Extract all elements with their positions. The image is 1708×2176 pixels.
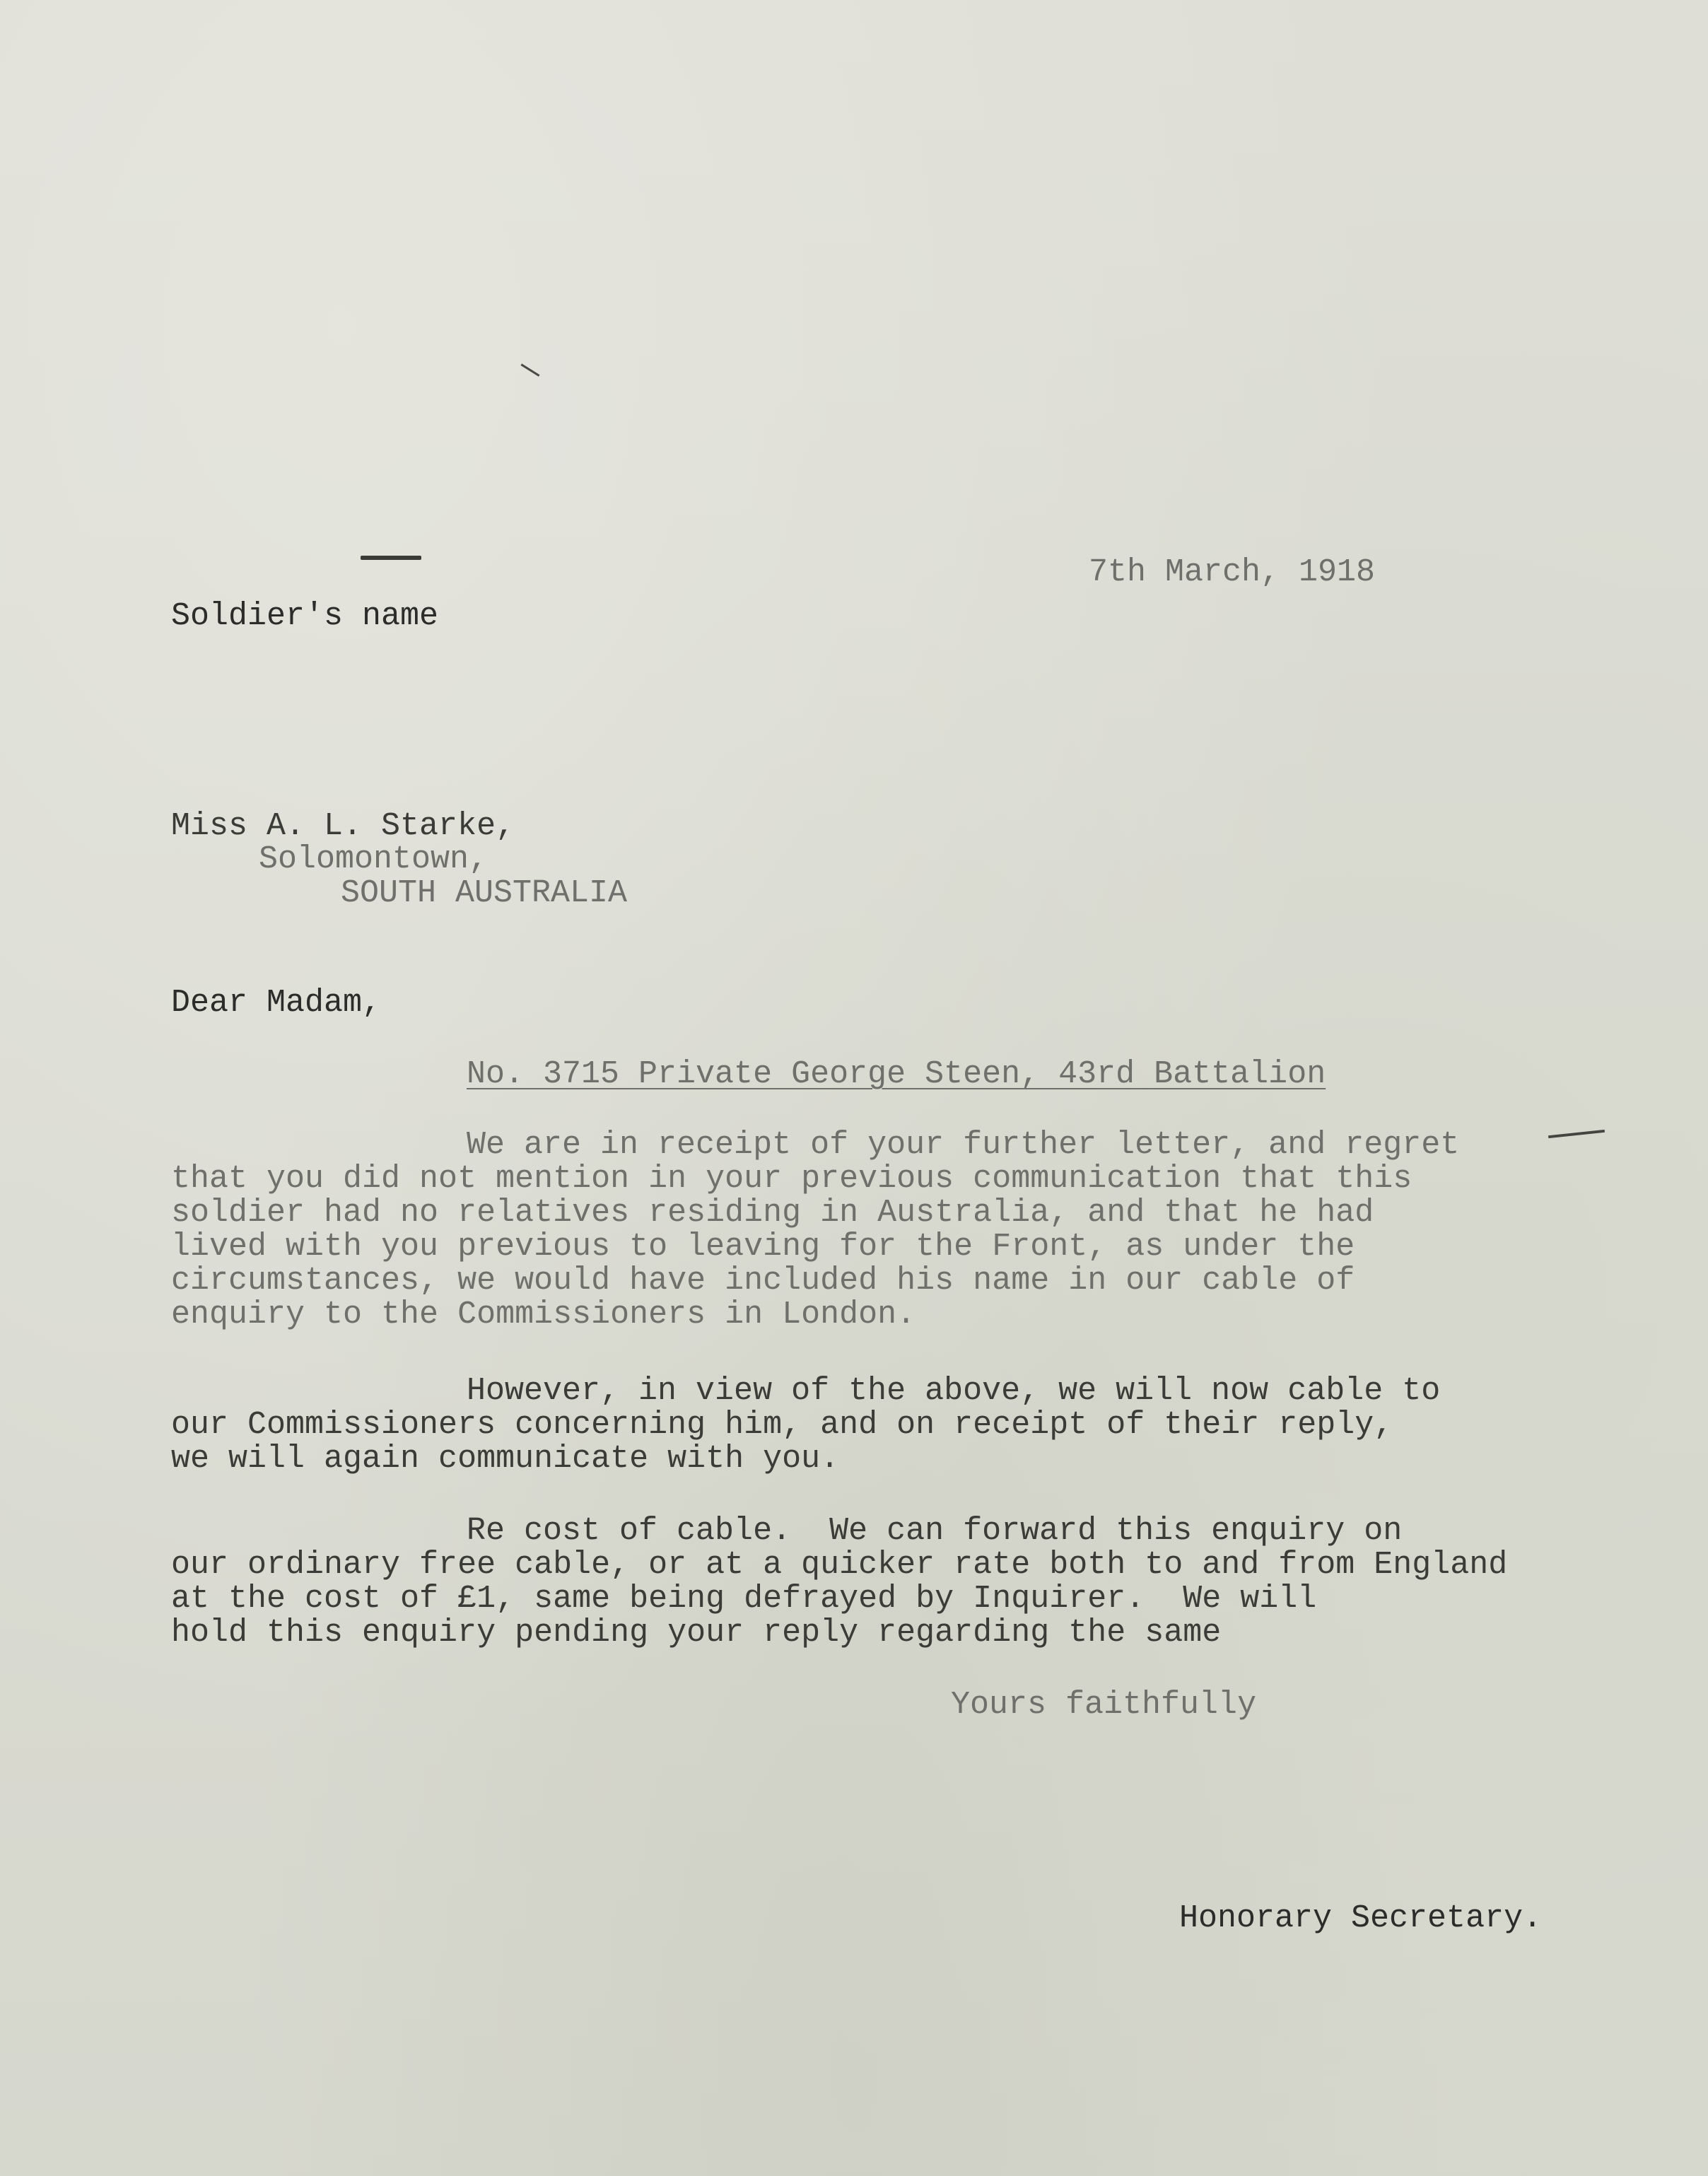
- paragraph-line: soldier had no relatives residing in Australia, and that he had: [171, 1195, 1374, 1231]
- recipient-name: Miss A. L. Starke,: [171, 808, 515, 844]
- paragraph-line: we will again communicate with you.: [171, 1441, 840, 1477]
- paragraph-line: hold this enquiry pending your reply regarding the same: [171, 1615, 1222, 1651]
- reference-label: Soldier's name: [171, 598, 439, 634]
- paragraph-line: lived with you previous to leaving for the Front, as under the: [171, 1229, 1355, 1265]
- paragraph-line: our ordinary free cable, or at a quicker rate both to and from England: [171, 1547, 1508, 1583]
- header-marker: [361, 556, 421, 560]
- paragraph-line: circumstances, we would have included his name in our cable of: [171, 1263, 1355, 1299]
- recipient-state: SOUTH AUSTRALIA: [341, 875, 628, 911]
- paragraph-line: that you did not mention in your previous communication that this: [171, 1161, 1412, 1197]
- stray-ink-mark: [520, 363, 539, 376]
- salutation: Dear Madam,: [171, 985, 382, 1021]
- recipient-locality: Solomontown,: [259, 841, 489, 877]
- paragraph-line: at the cost of £1, same being defrayed by Inquirer. We will: [171, 1581, 1317, 1617]
- correction-mark: [1548, 1130, 1605, 1138]
- paragraph-line: enquiry to the Commissioners in London.: [171, 1297, 916, 1333]
- paragraph-line: Re cost of cable. We can forward this enquiry on: [467, 1513, 1403, 1549]
- paragraph-line: However, in view of the above, we will now cable to: [467, 1373, 1441, 1409]
- paragraph-line: our Commissioners concerning him, and on receipt of their reply,: [171, 1407, 1393, 1443]
- paragraph-line: We are in receipt of your further letter, and regret: [467, 1127, 1460, 1163]
- subject-line: No. 3715 Private George Steen, 43rd Battalion: [467, 1056, 1326, 1092]
- letter-date: 7th March, 1918: [1089, 554, 1376, 590]
- closing: Yours faithfully: [951, 1687, 1257, 1723]
- signature-title: Honorary Secretary.: [1179, 1900, 1543, 1936]
